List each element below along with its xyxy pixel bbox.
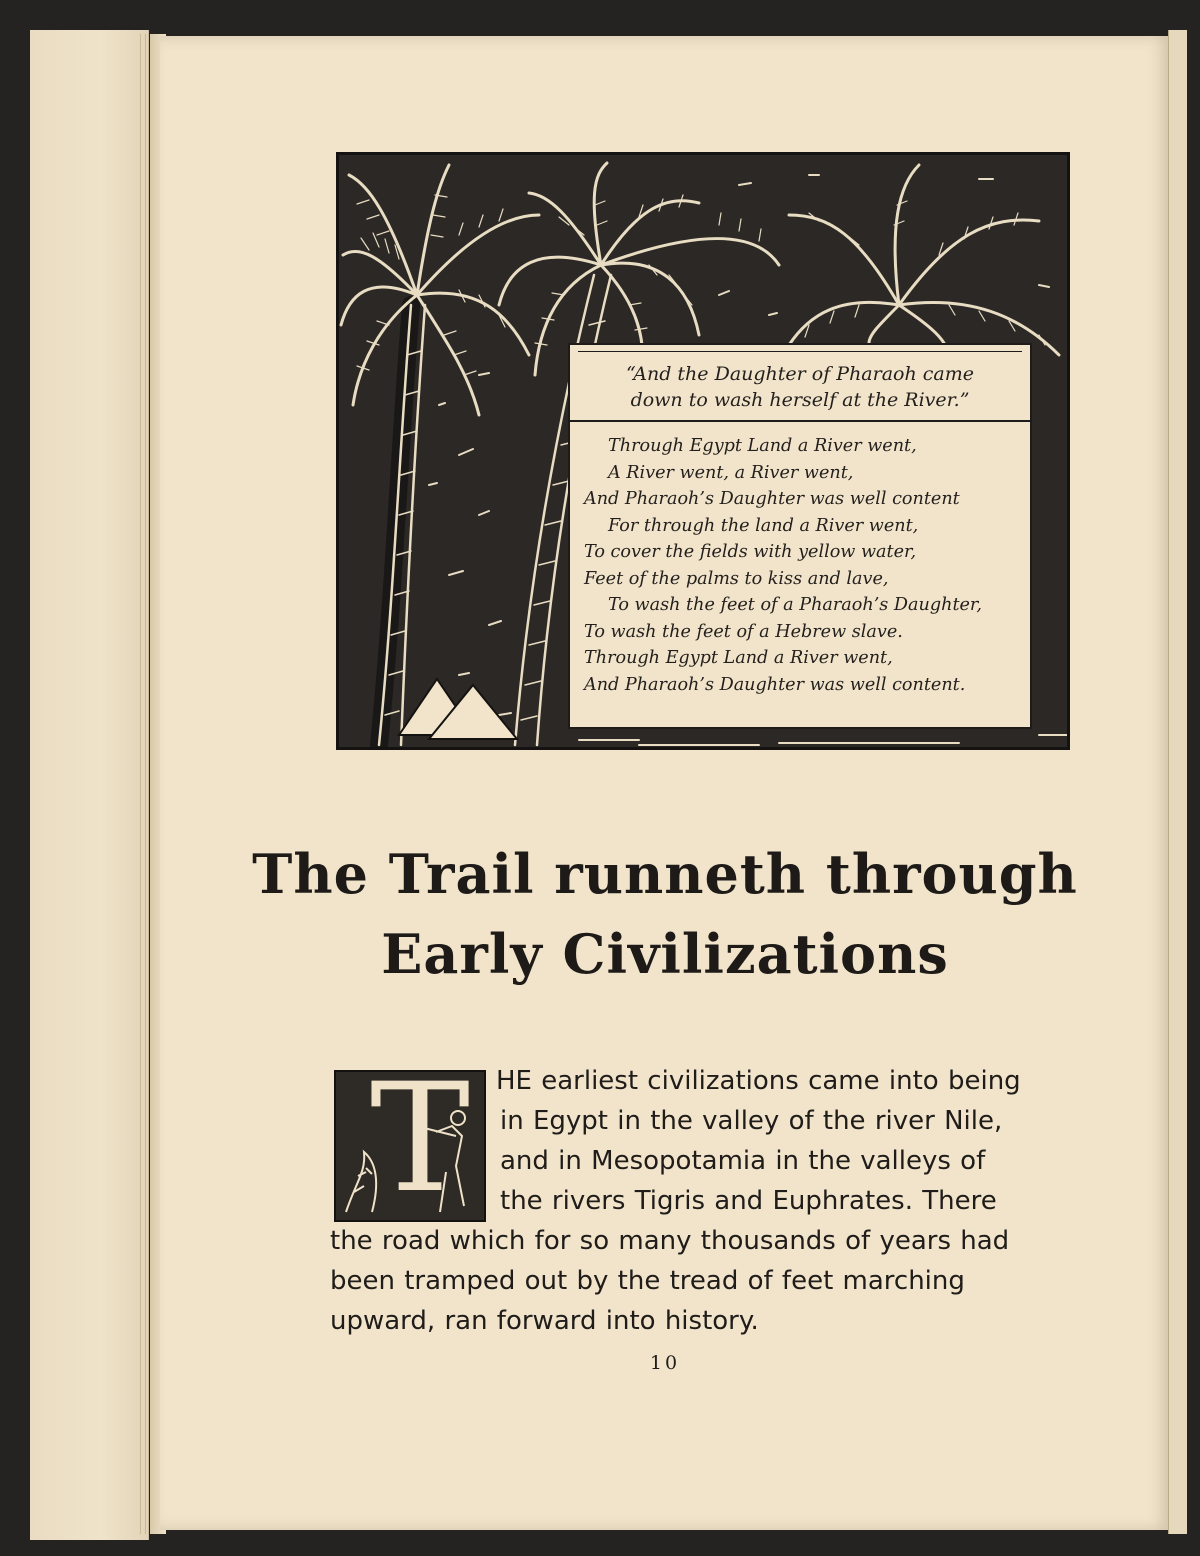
palm-tree-woodcut xyxy=(336,152,1070,750)
paragraph-line: and in Mesopotamia in the valleys of xyxy=(500,1146,986,1176)
verse-line: To wash the feet of a Hebrew slave. xyxy=(584,621,903,642)
page-edge-line xyxy=(140,34,141,1534)
caption-line: “And the Daughter of Pharaoh came xyxy=(626,363,974,385)
page-number: 10 xyxy=(649,1352,681,1374)
caption-line: down to wash herself at the River.” xyxy=(630,389,970,411)
verse-line: And Pharaoh’s Daughter was well content. xyxy=(584,674,966,695)
paragraph-line: upward, ran forward into history. xyxy=(330,1306,759,1336)
paragraph-line: HE earliest civilizations came into being xyxy=(496,1066,1021,1096)
verse-line: To cover the fields with yellow water, xyxy=(584,542,917,562)
paragraph-line: the road which for so many thousands of years had xyxy=(330,1226,1010,1256)
page-edge-line xyxy=(145,34,146,1534)
right-page-edge xyxy=(1168,30,1187,1534)
drop-cap-letter: T xyxy=(370,1070,471,1222)
verse-line: A River went, a River went, xyxy=(608,462,854,483)
poem-top-rule xyxy=(578,351,1022,352)
illustration-caption xyxy=(570,361,1030,413)
paragraph-line: in Egypt in the valley of the river Nile, xyxy=(500,1106,1003,1136)
verse-line: Through Egypt Land a River went, xyxy=(608,436,917,456)
verse-line: Through Egypt Land a River went, xyxy=(584,648,893,668)
verse-line: To wash the feet of a Pharaoh’s Daughter, xyxy=(608,595,983,615)
verse-line: Feet of the palms to kiss and lave, xyxy=(584,568,889,589)
left-page-edge xyxy=(30,30,149,1540)
poem-box xyxy=(568,343,1032,729)
verse-line: For through the land a River went, xyxy=(608,515,919,536)
paragraph-line: been tramped out by the tread of feet marching xyxy=(330,1266,965,1296)
drop-cap-illustration xyxy=(334,1070,486,1222)
chapter-title-line-1: The Trail runneth through xyxy=(252,842,1078,906)
paragraph-line: the rivers Tigris and Euphrates. There xyxy=(500,1186,997,1216)
chapter-title-line-2: Early Civilizations xyxy=(381,922,949,986)
poem-divider-rule xyxy=(570,420,1030,422)
poem-verse xyxy=(584,433,982,698)
verse-line: And Pharaoh’s Daughter was well content xyxy=(584,489,960,509)
